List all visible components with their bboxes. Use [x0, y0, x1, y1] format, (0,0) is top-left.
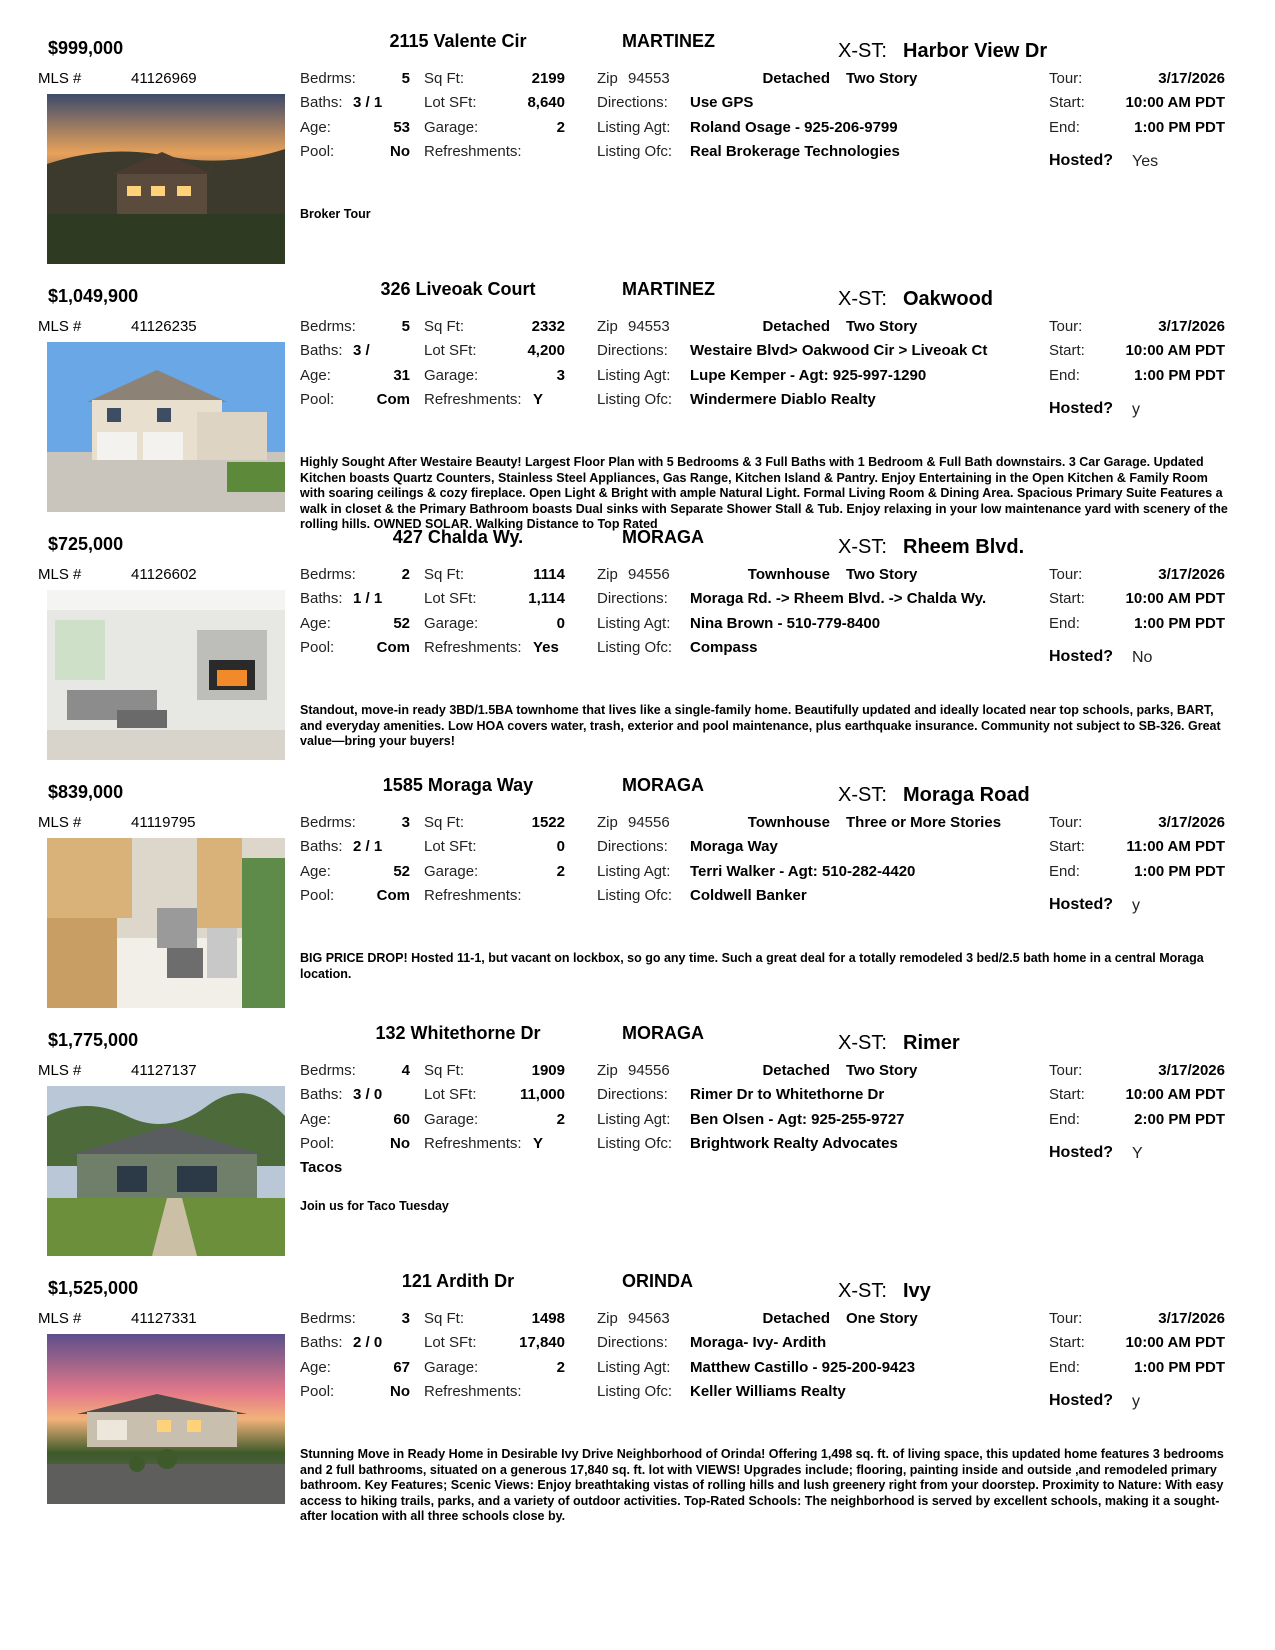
- lot-value: 1,114: [528, 590, 565, 607]
- agent-value: Roland Osage - 925-206-9799: [690, 119, 898, 136]
- cross-street-label: X-ST:: [838, 288, 887, 310]
- bedrooms-label: Bedrms:: [300, 318, 356, 335]
- pool-label: Pool:: [300, 391, 335, 408]
- tour-date: 3/17/2026: [1158, 70, 1225, 87]
- cross-street-label: X-ST:: [838, 1032, 887, 1054]
- office-value: Keller Williams Realty: [690, 1383, 846, 1400]
- listing-description: Highly Sought After Westaire Beauty! Largest Floor Plan with 5 Bedrooms & 3 Full Baths with 1 Bedroom & Full Bath downstairs. 3 Car Garage. Updated Kitchen boasts Quartz Counters, Stainless Steel Appliances, Gas Range, Kitchen Island & Pantry. Enjoy Entertaining in the Open Kitchen & Family Room with soaring ceilings & cozy fireplace. Open Light & Bright with ample Natural Light. Formal Living Room & Dining Area. Spacious Primary Suite Features a walk in closet & the Primary Bathroom boasts Dual sinks with Separate Shower Stall & Tub. Enjoy relaxing in your low maintenance yard with scenery of the rolling hills. OWNED SOLAR. Walking Distance to Top Rated: [300, 455, 1228, 531]
- single-story-house-sunset-photo: [47, 1334, 285, 1504]
- listing-price: $1,525,000: [48, 1278, 139, 1298]
- baths-label: Baths:: [300, 94, 343, 111]
- listing-price: $725,000: [48, 534, 124, 554]
- property-type: Townhouse: [747, 814, 830, 831]
- garage-value: 0: [556, 615, 565, 632]
- directions-value: Moraga Way: [690, 838, 778, 855]
- two-story-house-garage-photo-image: [47, 342, 285, 512]
- tour-date: 3/17/2026: [1158, 318, 1225, 335]
- cross-street-value: Rheem Blvd.: [903, 536, 1025, 558]
- sqft-label: Sq Ft:: [424, 1062, 465, 1079]
- directions-value: Moraga Rd. -> Rheem Blvd. -> Chalda Wy.: [690, 590, 987, 607]
- bedrooms-label: Bedrms:: [300, 1062, 356, 1079]
- refreshments-value: Yes: [533, 639, 559, 656]
- listing-description: Broker Tour: [300, 207, 371, 221]
- directions-label: Directions:: [597, 1334, 668, 1351]
- bedrooms-value: 5: [401, 318, 410, 335]
- bedrooms-label: Bedrms:: [300, 70, 356, 87]
- listing-card-4: [0, 770, 1275, 1032]
- mls-number: 41119795: [131, 814, 196, 831]
- start-label: Start:: [1049, 342, 1085, 359]
- listing-price: $1,049,900: [48, 286, 139, 306]
- zip-value: 94556: [628, 814, 670, 831]
- pool-value: Com: [376, 639, 410, 656]
- agent-label: Listing Agt:: [597, 367, 671, 384]
- zip-label: Zip: [597, 1062, 618, 1079]
- directions-label: Directions:: [597, 590, 668, 607]
- office-label: Listing Ofc:: [597, 887, 673, 904]
- zip-label: Zip: [597, 70, 618, 87]
- agent-value: Terri Walker - Agt: 510-282-4420: [690, 863, 916, 880]
- agent-label: Listing Agt:: [597, 1359, 671, 1376]
- kitchen-photo: [47, 838, 285, 1008]
- baths-value: 3 /: [353, 342, 370, 359]
- start-label: Start:: [1049, 590, 1085, 607]
- start-time: 10:00 AM PDT: [1125, 590, 1225, 607]
- directions-value: Use GPS: [690, 94, 754, 111]
- baths-label: Baths:: [300, 342, 343, 359]
- property-type: Townhouse: [747, 566, 830, 583]
- single-story-house-sunset-photo-image: [47, 1334, 285, 1504]
- start-label: Start:: [1049, 94, 1085, 111]
- age-label: Age:: [300, 615, 331, 632]
- end-time: 1:00 PM PDT: [1134, 1359, 1225, 1376]
- lot-label: Lot SFt:: [424, 838, 477, 855]
- property-type: Detached: [762, 1062, 830, 1079]
- two-story-house-garage-photo: [47, 342, 285, 512]
- sqft-label: Sq Ft:: [424, 318, 465, 335]
- baths-label: Baths:: [300, 838, 343, 855]
- directions-label: Directions:: [597, 94, 668, 111]
- directions-label: Directions:: [597, 342, 668, 359]
- cross-street-label: X-ST:: [838, 784, 887, 806]
- cross-street-value: Oakwood: [903, 288, 994, 310]
- cross-street-value: Rimer: [903, 1032, 960, 1054]
- baths-label: Baths:: [300, 1334, 343, 1351]
- zip-value: 94563: [628, 1310, 670, 1327]
- end-label: End:: [1049, 1359, 1080, 1376]
- end-label: End:: [1049, 1111, 1080, 1128]
- bedrooms-value: 4: [401, 1062, 410, 1079]
- hosted-label: Hosted?: [1049, 648, 1113, 665]
- listing-city: MORAGA: [622, 775, 704, 795]
- pool-value: Com: [376, 887, 410, 904]
- pool-label: Pool:: [300, 1135, 335, 1152]
- office-value: Brightwork Realty Advocates: [690, 1135, 898, 1152]
- mls-number: 41127331: [131, 1310, 197, 1327]
- ranch-house-front-yard-photo-image: [47, 1086, 285, 1256]
- sqft-label: Sq Ft:: [424, 1310, 465, 1327]
- refreshments-label: Refreshments:: [424, 1135, 522, 1152]
- zip-label: Zip: [597, 566, 618, 583]
- garage-value: 3: [556, 367, 565, 384]
- bedrooms-label: Bedrms:: [300, 1310, 356, 1327]
- pool-label: Pool:: [300, 887, 335, 904]
- directions-value: Rimer Dr to Whitethorne Dr: [690, 1086, 885, 1103]
- agent-label: Listing Agt:: [597, 1111, 671, 1128]
- mls-number: 41126235: [131, 318, 197, 335]
- lot-label: Lot SFt:: [424, 590, 477, 607]
- age-value: 60: [393, 1111, 410, 1128]
- garage-label: Garage:: [424, 863, 479, 880]
- agent-value: Nina Brown - 510-779-8400: [690, 615, 881, 632]
- end-time: 1:00 PM PDT: [1134, 367, 1225, 384]
- age-label: Age:: [300, 1111, 331, 1128]
- cross-street-value: Ivy: [903, 1280, 931, 1302]
- agent-label: Listing Agt:: [597, 863, 671, 880]
- start-time: 10:00 AM PDT: [1125, 1334, 1225, 1351]
- baths-value: 2 / 0: [353, 1334, 383, 1351]
- office-label: Listing Ofc:: [597, 1135, 673, 1152]
- listing-city: MORAGA: [622, 1023, 704, 1043]
- pool-value: No: [390, 143, 410, 160]
- listing-description: Standout, move-in ready 3BD/1.5BA townhome that lives like a single-family home. Beautifully updated and ideally located near top schools, parks, BART, and everyday amenities. Low HOA covers water, trash, exterior and pool maintenance, plus earthquake insurance. Community not subject to SB-326. Great value—bring your buyers!: [300, 703, 1221, 748]
- lot-value: 17,840: [519, 1334, 565, 1351]
- mls-label: MLS #: [38, 70, 82, 87]
- living-room-fireplace-photo-image: [47, 590, 285, 760]
- start-label: Start:: [1049, 838, 1085, 855]
- sqft-value: 1498: [531, 1310, 565, 1327]
- property-style: Two Story: [846, 1062, 918, 1079]
- tour-label: Tour:: [1049, 70, 1083, 87]
- end-label: End:: [1049, 863, 1080, 880]
- mls-number: 41127137: [131, 1062, 197, 1079]
- age-label: Age:: [300, 863, 331, 880]
- listing-description: BIG PRICE DROP! Hosted 11-1, but vacant on lockbox, so go any time. Such a great deal for a totally remodeled 3 bed/2.5 bath home in a central Moraga location.: [300, 951, 1204, 981]
- hosted-label: Hosted?: [1049, 152, 1113, 169]
- baths-label: Baths:: [300, 1086, 343, 1103]
- mls-number: 41126969: [131, 70, 197, 87]
- property-type: Detached: [762, 1310, 830, 1327]
- property-style: Two Story: [846, 70, 918, 87]
- garage-value: 2: [556, 1359, 565, 1376]
- office-label: Listing Ofc:: [597, 1383, 673, 1400]
- end-time: 1:00 PM PDT: [1134, 863, 1225, 880]
- hosted-value: y: [1132, 897, 1140, 914]
- listing-city: MARTINEZ: [622, 279, 715, 299]
- zip-label: Zip: [597, 814, 618, 831]
- tour-date: 3/17/2026: [1158, 566, 1225, 583]
- zip-value: 94553: [628, 318, 670, 335]
- kitchen-photo-image: [47, 838, 285, 1008]
- sqft-value: 1909: [531, 1062, 565, 1079]
- refreshments-label: Refreshments:: [424, 887, 522, 904]
- tour-label: Tour:: [1049, 814, 1083, 831]
- office-value: Coldwell Banker: [690, 887, 807, 904]
- lot-value: 11,000: [519, 1086, 565, 1103]
- tour-date: 3/17/2026: [1158, 1310, 1225, 1327]
- hosted-value: y: [1132, 1393, 1140, 1410]
- sqft-value: 2332: [531, 318, 565, 335]
- cross-street-label: X-ST:: [838, 536, 887, 558]
- age-label: Age:: [300, 119, 331, 136]
- sqft-value: 2199: [531, 70, 565, 87]
- agent-label: Listing Agt:: [597, 615, 671, 632]
- property-style: Three or More Stories: [846, 814, 1002, 831]
- garage-value: 2: [556, 863, 565, 880]
- cross-street-value: Harbor View Dr: [903, 40, 1048, 62]
- sqft-label: Sq Ft:: [424, 70, 465, 87]
- garage-value: 2: [556, 1111, 565, 1128]
- listing-card-1: [0, 26, 1275, 288]
- listing-description: Join us for Taco Tuesday: [300, 1199, 449, 1213]
- property-type: Detached: [762, 318, 830, 335]
- bedrooms-label: Bedrms:: [300, 814, 356, 831]
- end-time: 1:00 PM PDT: [1134, 119, 1225, 136]
- agent-label: Listing Agt:: [597, 119, 671, 136]
- baths-value: 2 / 1: [353, 838, 383, 855]
- baths-value: 3 / 1: [353, 94, 383, 111]
- age-value: 53: [393, 119, 410, 136]
- sqft-label: Sq Ft:: [424, 814, 465, 831]
- age-value: 67: [393, 1359, 410, 1376]
- lot-label: Lot SFt:: [424, 1334, 477, 1351]
- office-label: Listing Ofc:: [597, 143, 673, 160]
- sqft-label: Sq Ft:: [424, 566, 465, 583]
- garage-label: Garage:: [424, 367, 479, 384]
- listing-price: $999,000: [48, 38, 124, 58]
- lot-label: Lot SFt:: [424, 342, 477, 359]
- mls-number: 41126602: [131, 566, 197, 583]
- hillside-house-sunset-photo-image: [47, 94, 285, 264]
- office-value: Compass: [690, 639, 758, 656]
- end-time: 2:00 PM PDT: [1134, 1111, 1225, 1128]
- tour-date: 3/17/2026: [1158, 814, 1225, 831]
- hosted-value: Y: [1132, 1145, 1143, 1162]
- zip-label: Zip: [597, 1310, 618, 1327]
- zip-value: 94556: [628, 1062, 670, 1079]
- pool-label: Pool:: [300, 1383, 335, 1400]
- listing-card-5: [0, 1018, 1275, 1280]
- age-value: 31: [393, 367, 410, 384]
- tour-label: Tour:: [1049, 1062, 1083, 1079]
- listing-city: MORAGA: [622, 527, 704, 547]
- garage-label: Garage:: [424, 615, 479, 632]
- cross-street-label: X-ST:: [838, 40, 887, 62]
- lot-label: Lot SFt:: [424, 1086, 477, 1103]
- pool-value: Com: [376, 391, 410, 408]
- directions-label: Directions:: [597, 1086, 668, 1103]
- listing-address: 132 Whitethorne Dr: [375, 1023, 541, 1043]
- listing-address: 2115 Valente Cir: [389, 31, 527, 51]
- mls-label: MLS #: [38, 318, 82, 335]
- mls-label: MLS #: [38, 1062, 82, 1079]
- garage-label: Garage:: [424, 1111, 479, 1128]
- bedrooms-value: 5: [401, 70, 410, 87]
- bedrooms-value: 3: [401, 814, 410, 831]
- hosted-value: y: [1132, 401, 1140, 418]
- start-time: 10:00 AM PDT: [1125, 1086, 1225, 1103]
- refreshments-value: Y: [533, 1135, 544, 1152]
- property-style: Two Story: [846, 318, 918, 335]
- living-room-fireplace-photo: [47, 590, 285, 760]
- end-label: End:: [1049, 367, 1080, 384]
- bedrooms-label: Bedrms:: [300, 566, 356, 583]
- age-value: 52: [393, 863, 410, 880]
- hosted-value: Yes: [1132, 153, 1159, 170]
- hosted-label: Hosted?: [1049, 1144, 1113, 1161]
- start-label: Start:: [1049, 1334, 1085, 1351]
- refreshments-label: Refreshments:: [424, 143, 522, 160]
- pool-value: No: [390, 1135, 410, 1152]
- office-value: Windermere Diablo Realty: [690, 391, 876, 408]
- listing-price: $1,775,000: [48, 1030, 139, 1050]
- directions-value: Westaire Blvd> Oakwood Cir > Liveoak Ct: [690, 342, 988, 359]
- listing-city: MARTINEZ: [622, 31, 715, 51]
- refreshments-label: Refreshments:: [424, 1383, 522, 1400]
- listing-card-3: [0, 522, 1275, 784]
- hosted-label: Hosted?: [1049, 896, 1113, 913]
- listing-address: 1585 Moraga Way: [382, 775, 534, 795]
- start-time: 10:00 AM PDT: [1125, 94, 1225, 111]
- start-label: Start:: [1049, 1086, 1085, 1103]
- listing-price: $839,000: [48, 782, 124, 802]
- garage-label: Garage:: [424, 119, 479, 136]
- office-value: Real Brokerage Technologies: [690, 143, 900, 160]
- mls-label: MLS #: [38, 1310, 82, 1327]
- agent-value: Lupe Kemper - Agt: 925-997-1290: [690, 367, 927, 384]
- cross-street-label: X-ST:: [838, 1280, 887, 1302]
- listing-card-2: [0, 274, 1275, 536]
- baths-label: Baths:: [300, 590, 343, 607]
- refreshments-value: Y: [533, 391, 544, 408]
- sqft-value: 1522: [531, 814, 565, 831]
- tour-date: 3/17/2026: [1158, 1062, 1225, 1079]
- zip-value: 94553: [628, 70, 670, 87]
- bedrooms-value: 3: [401, 1310, 410, 1327]
- listing-address: 427 Chalda Wy.: [392, 527, 524, 547]
- property-style: Two Story: [846, 566, 918, 583]
- bedrooms-value: 2: [401, 566, 410, 583]
- zip-value: 94556: [628, 566, 670, 583]
- start-time: 11:00 AM PDT: [1126, 838, 1225, 855]
- zip-label: Zip: [597, 318, 618, 335]
- listing-address: 326 Liveoak Court: [380, 279, 536, 299]
- listing-description: Stunning Move in Ready Home in Desirable Ivy Drive Neighborhood of Orinda! Offering 1,498 sq. ft. of living space, this updated home features 3 bedrooms and 2 full bathrooms, situated on a generous 17,840 sq. ft. lot with VIEWS! Upgrades include; flooring, painting inside and outside ,and remodeled primary bathroom. Key Features; Scenic Views: Enjoy breathtaking vistas of rolling hills and lush greenery right from your doorstep. Proximity to Nature: With easy access to hiking trails, parks, and a variety of outdoor activities. Top-Rated Schools: The neighborhood is served by excellent schools, making it a sought-after location with all three schools close by.: [300, 1447, 1224, 1523]
- hosted-label: Hosted?: [1049, 400, 1113, 417]
- sqft-value: 1114: [533, 566, 565, 583]
- baths-value: 3 / 0: [353, 1086, 383, 1103]
- refreshments-label: Refreshments:: [424, 639, 522, 656]
- ranch-house-front-yard-photo: [47, 1086, 285, 1256]
- lot-label: Lot SFt:: [424, 94, 477, 111]
- directions-value: Moraga- Ivy- Ardith: [690, 1334, 827, 1351]
- age-label: Age:: [300, 1359, 331, 1376]
- tour-label: Tour:: [1049, 318, 1083, 335]
- lot-value: 4,200: [527, 342, 565, 359]
- lot-value: 8,640: [527, 94, 565, 111]
- lot-value: 0: [556, 838, 565, 855]
- listing-city: ORINDA: [622, 1271, 693, 1291]
- property-style: One Story: [846, 1310, 918, 1327]
- pool-label: Pool:: [300, 639, 335, 656]
- office-label: Listing Ofc:: [597, 391, 673, 408]
- refreshments-label: Refreshments:: [424, 391, 522, 408]
- listing-card-6: [0, 1266, 1275, 1528]
- tour-label: Tour:: [1049, 1310, 1083, 1327]
- baths-value: 1 / 1: [353, 590, 383, 607]
- hillside-house-sunset-photo: [47, 94, 285, 264]
- garage-value: 2: [556, 119, 565, 136]
- agent-value: Matthew Castillo - 925-200-9423: [690, 1359, 916, 1376]
- pool-value: No: [390, 1383, 410, 1400]
- age-value: 52: [393, 615, 410, 632]
- office-label: Listing Ofc:: [597, 639, 673, 656]
- hosted-label: Hosted?: [1049, 1392, 1113, 1409]
- end-label: End:: [1049, 615, 1080, 632]
- mls-label: MLS #: [38, 566, 82, 583]
- age-label: Age:: [300, 367, 331, 384]
- tour-label: Tour:: [1049, 566, 1083, 583]
- cross-street-value: Moraga Road: [903, 784, 1030, 806]
- start-time: 10:00 AM PDT: [1125, 342, 1225, 359]
- extra-note: Tacos: [300, 1159, 343, 1176]
- mls-label: MLS #: [38, 814, 82, 831]
- directions-label: Directions:: [597, 838, 668, 855]
- listing-address: 121 Ardith Dr: [401, 1271, 515, 1291]
- end-label: End:: [1049, 119, 1080, 136]
- property-type: Detached: [762, 70, 830, 87]
- agent-value: Ben Olsen - Agt: 925-255-9727: [690, 1111, 905, 1128]
- hosted-value: No: [1132, 649, 1153, 666]
- end-time: 1:00 PM PDT: [1134, 615, 1225, 632]
- pool-label: Pool:: [300, 143, 335, 160]
- garage-label: Garage:: [424, 1359, 479, 1376]
